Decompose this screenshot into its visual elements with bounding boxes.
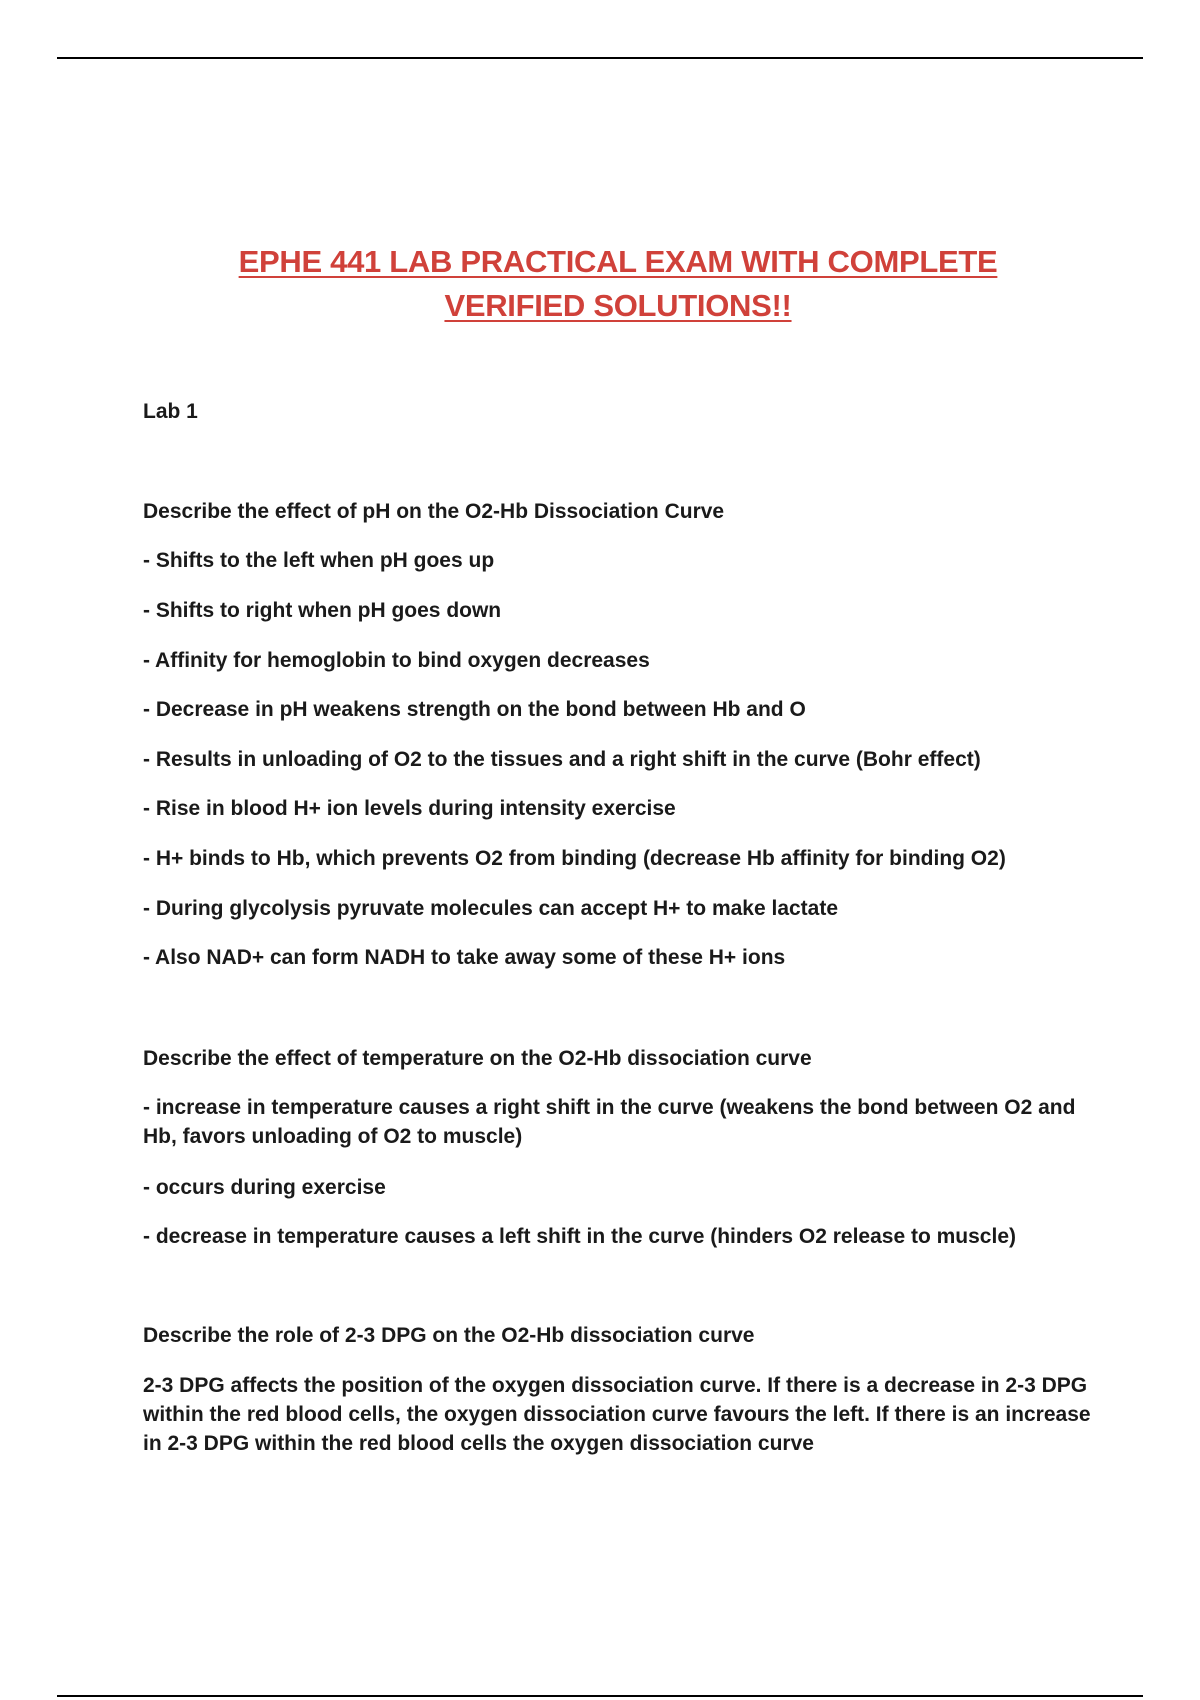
- top-rule: [57, 57, 1143, 59]
- answer-line: - H+ binds to Hb, which prevents O2 from binding (decrease Hb affinity for binding O2): [143, 847, 1006, 870]
- answer-line: - During glycolysis pyruvate molecules can accept H+ to make lactate: [143, 897, 839, 920]
- bottom-rule: [57, 1695, 1143, 1697]
- title-line-2: VERIFIED SOLUTIONS!!: [444, 288, 792, 323]
- title-line-1: EPHE 441 LAB PRACTICAL EXAM WITH COMPLETE: [238, 244, 998, 279]
- answer-line: - decrease in temperature causes a left shift in the curve (hinders O2 release to muscle): [143, 1225, 1016, 1248]
- answer-line: - Rise in blood H+ ion levels during intensity exercise: [143, 797, 676, 820]
- answer-line: - occurs during exercise: [143, 1176, 386, 1199]
- answer-line: - Shifts to the left when pH goes up: [143, 549, 495, 572]
- answer-line: - Decrease in pH weakens strength on the bond between Hb and O: [143, 698, 806, 721]
- question-1: Describe the effect of pH on the O2-Hb Dissociation Curve: [143, 500, 725, 523]
- document-title: [0, 240, 1200, 328]
- answer-paragraph: - increase in temperature causes a right shift in the curve (weakens the bond between O2 and Hb, favors unloading of O2 to muscle): [143, 1096, 1076, 1148]
- question-2: Describe the effect of temperature on the O2-Hb dissociation curve: [143, 1047, 812, 1070]
- answer-line: - Also NAD+ can form NADH to take away some of these H+ ions: [143, 946, 786, 969]
- lab-label: Lab 1: [143, 400, 198, 423]
- answer-line: - Affinity for hemoglobin to bind oxygen decreases: [143, 649, 650, 672]
- answer-paragraph: 2-3 DPG affects the position of the oxygen dissociation curve. If there is a decrease in 2-3 DPG within the red blood cells, the oxygen dissociation curve favours the left. If there is an increase in 2-3 DPG within the red blood cells the oxygen dissociation curve: [143, 1374, 1091, 1455]
- question-3: Describe the role of 2-3 DPG on the O2-Hb dissociation curve: [143, 1324, 755, 1347]
- answer-line: - Shifts to right when pH goes down: [143, 599, 502, 622]
- answer-line: - Results in unloading of O2 to the tissues and a right shift in the curve (Bohr effect): [143, 748, 981, 771]
